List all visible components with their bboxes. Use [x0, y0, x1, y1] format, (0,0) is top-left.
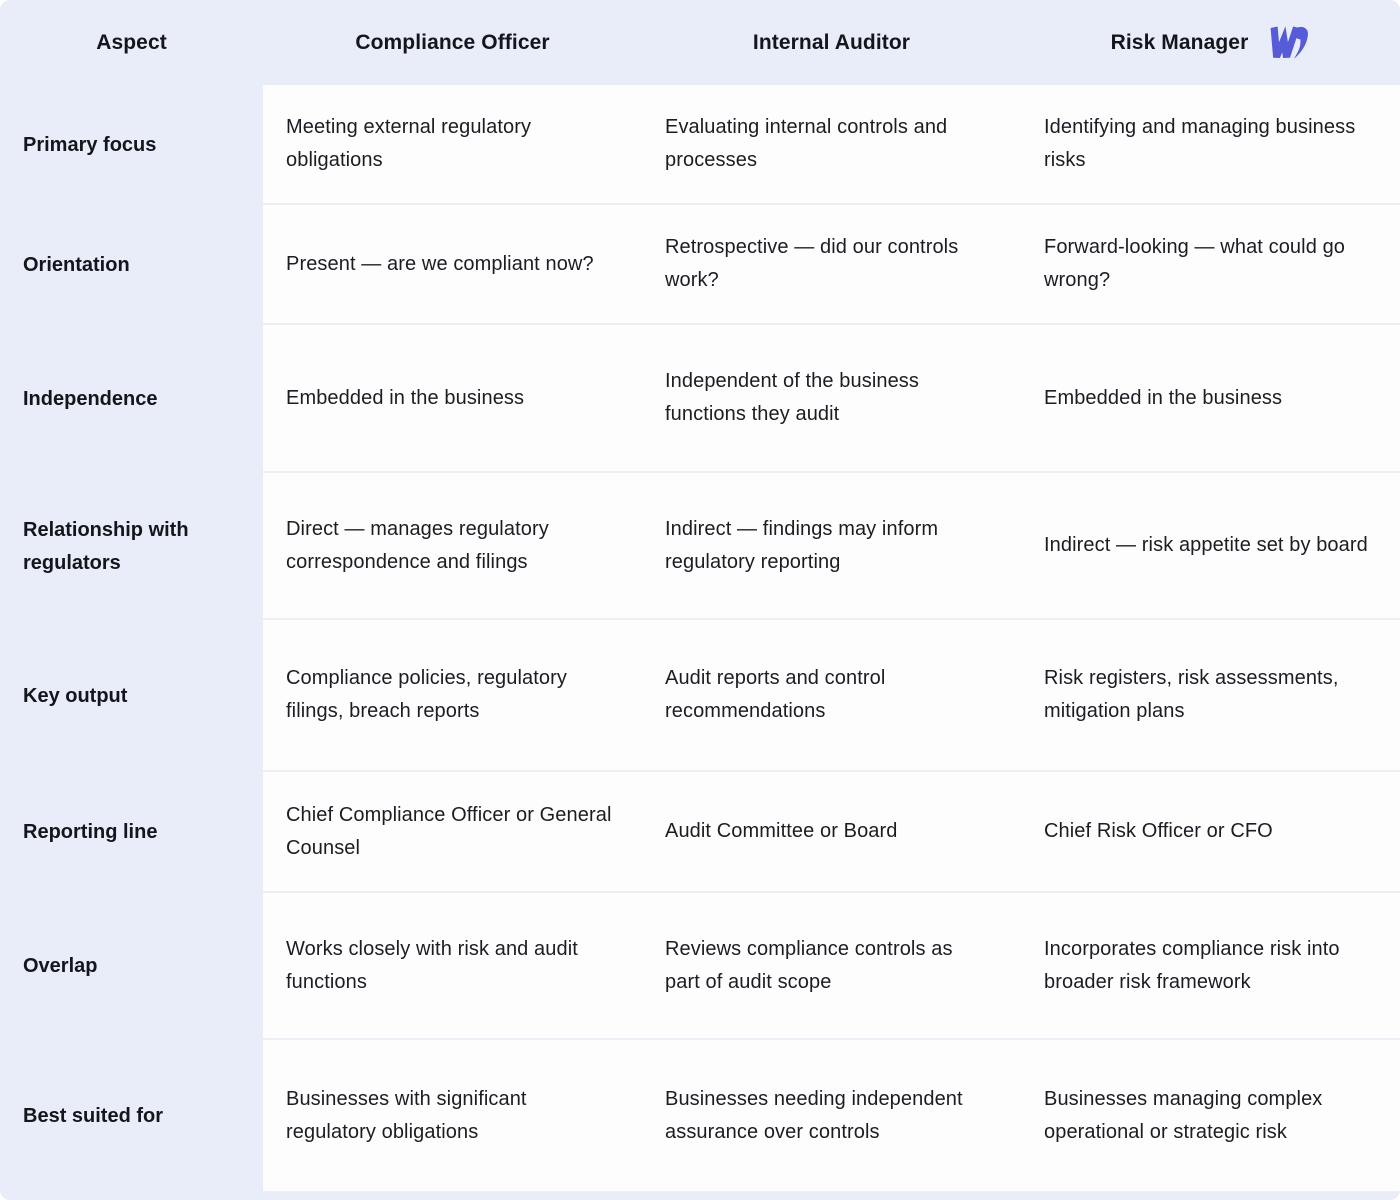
table-row: [0, 85, 1400, 205]
cell-risk-manager: Forward-looking — what could go wrong?: [1021, 205, 1400, 325]
table-row: [0, 893, 1400, 1040]
brand-logo-icon: [1262, 22, 1310, 64]
cell-risk-manager: Embedded in the business: [1021, 325, 1400, 473]
column-header-risk-manager-label: Risk Manager: [1110, 30, 1249, 54]
cell-risk-manager: Incorporates compliance risk into broader risk framework: [1021, 893, 1400, 1040]
column-header-risk-manager: [1021, 22, 1400, 64]
column-header-compliance-officer: Compliance Officer: [355, 30, 550, 54]
row-label: Independence: [0, 325, 263, 473]
table-row: [0, 473, 1400, 620]
cell-compliance-officer: Chief Compliance Officer or General Counsel: [263, 772, 642, 893]
row-label: Primary focus: [0, 85, 263, 205]
cell-internal-auditor: Businesses needing independent assurance over controls: [642, 1040, 1021, 1193]
table-row: [0, 205, 1400, 325]
table-row: [0, 620, 1400, 772]
cell-risk-manager: Risk registers, risk assessments, mitigation plans: [1021, 620, 1400, 772]
table-header: [0, 0, 1400, 85]
row-label: Relationship with regulators: [0, 473, 263, 620]
row-label: Overlap: [0, 893, 263, 1040]
cell-risk-manager: Chief Risk Officer or CFO: [1021, 772, 1400, 893]
table-row: [0, 325, 1400, 473]
cell-internal-auditor: Indirect — findings may inform regulatory reporting: [642, 473, 1021, 620]
cell-risk-manager: Businesses managing complex operational or strategic risk: [1021, 1040, 1400, 1193]
column-header-internal-auditor: Internal Auditor: [752, 30, 911, 54]
cell-compliance-officer: Businesses with significant regulatory obligations: [263, 1040, 642, 1193]
cell-risk-manager: Identifying and managing business risks: [1021, 85, 1400, 205]
cell-compliance-officer: Compliance policies, regulatory filings, breach reports: [263, 620, 642, 772]
cell-risk-manager: Indirect — risk appetite set by board: [1021, 473, 1400, 620]
cell-internal-auditor: Reviews compliance controls as part of audit scope: [642, 893, 1021, 1040]
row-label: Orientation: [0, 205, 263, 325]
row-label: Reporting line: [0, 772, 263, 893]
cell-compliance-officer: Works closely with risk and audit functions: [263, 893, 642, 1040]
table-row: [0, 1040, 1400, 1193]
column-header-aspect: Aspect: [96, 30, 167, 54]
cell-compliance-officer: Embedded in the business: [263, 325, 642, 473]
cell-compliance-officer: Direct — manages regulatory correspondence and filings: [263, 473, 642, 620]
cell-compliance-officer: Present — are we compliant now?: [263, 205, 642, 325]
cell-internal-auditor: Independent of the business functions they audit: [642, 325, 1021, 473]
cell-internal-auditor: Audit Committee or Board: [642, 772, 1021, 893]
cell-compliance-officer: Meeting external regulatory obligations: [263, 85, 642, 205]
table-body: [0, 85, 1400, 1193]
row-label: Best suited for: [0, 1040, 263, 1193]
cell-internal-auditor: Evaluating internal controls and processes: [642, 85, 1021, 205]
table-row: [0, 772, 1400, 893]
row-label: Key output: [0, 620, 263, 772]
cell-internal-auditor: Audit reports and control recommendations: [642, 620, 1021, 772]
cell-internal-auditor: Retrospective — did our controls work?: [642, 205, 1021, 325]
